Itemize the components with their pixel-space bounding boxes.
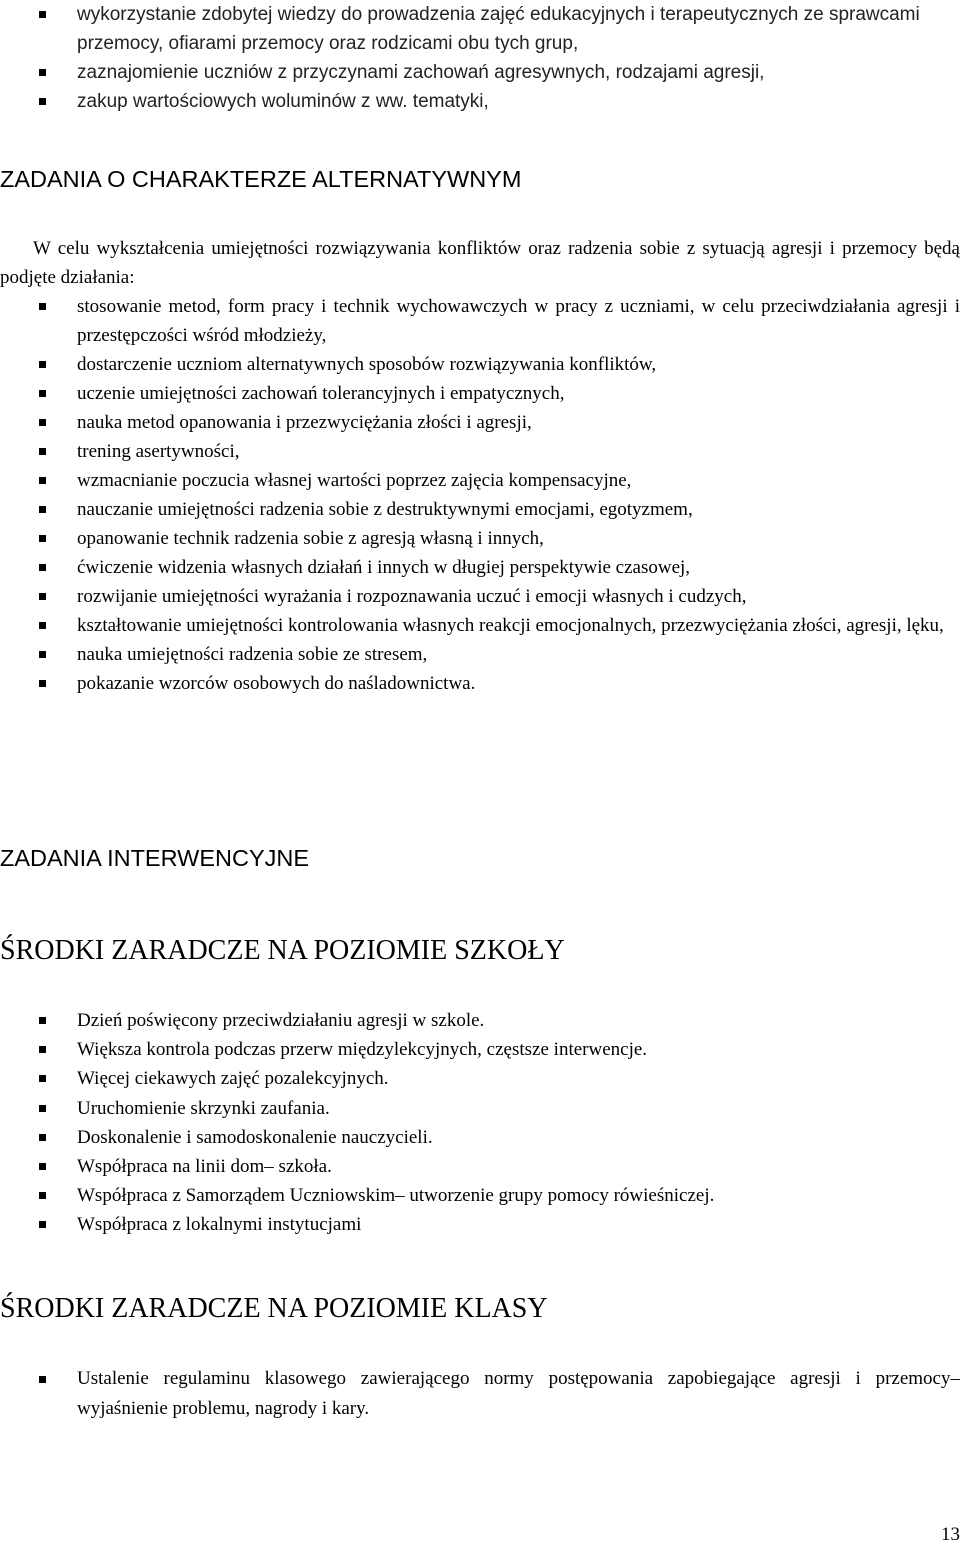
list-item-text: nauczanie umiejętności radzenia sobie z destruktywnymi emocjami, egotyzmem, xyxy=(77,499,693,520)
heading-intervention-tasks: ZADANIA INTERWENCYJNE xyxy=(0,845,310,871)
list-item-text: dostarczenie uczniom alternatywnych sposobów rozwiązywania konfliktów, xyxy=(77,354,657,375)
list-item xyxy=(0,1210,960,1239)
list-item-text: wykorzystanie zdobytej wiedzy do prowadzenia zajęć edukacyjnych i terapeutycznych ze sprawcami przemocy, ofiarami przemocy oraz rodzicami obu tych grup, xyxy=(77,4,920,54)
heading-alternative-tasks: ZADANIA O CHARAKTERZE ALTERNATYWNYM xyxy=(0,166,522,192)
list-item xyxy=(0,87,960,116)
list-item-text: kształtowanie umiejętności kontrolowania własnych reakcji emocjonalnych, przezwyciężania złości, agresji, lęku, xyxy=(77,615,944,636)
list-item-text: trening asertywności, xyxy=(77,441,240,462)
square-bullet-icon xyxy=(39,1221,46,1228)
list-item xyxy=(0,1364,960,1424)
square-bullet-icon xyxy=(39,564,46,571)
list-item xyxy=(0,1123,960,1152)
square-bullet-icon xyxy=(39,1163,46,1170)
square-bullet-icon xyxy=(39,622,46,629)
list-item-text: Współpraca na linii dom– szkoła. xyxy=(77,1156,332,1178)
square-bullet-icon xyxy=(39,419,46,426)
list-item xyxy=(0,1064,960,1093)
square-bullet-icon xyxy=(39,1376,46,1383)
list-item-text: stosowanie metod, form pracy i technik wychowawczych w pracy z uczniami, w celu przeciwdziałania agresji i przestępczości wśród młodzieży, xyxy=(77,296,960,346)
list-item-text: Współpraca z Samorządem Uczniowskim– utworzenie grupy pomocy rówieśniczej. xyxy=(77,1185,715,1207)
list-item xyxy=(0,379,960,408)
heading-class-measures: ŚRODKI ZARADCZE NA POZIOMIE KLASY xyxy=(0,1293,548,1324)
square-bullet-icon xyxy=(39,535,46,542)
alternative-tasks-list xyxy=(0,292,960,698)
list-item-text: zaznajomienie uczniów z przyczynami zachowań agresywnych, rodzajami agresji, xyxy=(77,62,765,83)
list-item-text: Uruchomienie skrzynki zaufania. xyxy=(77,1097,330,1119)
square-bullet-icon xyxy=(39,390,46,397)
square-bullet-icon xyxy=(39,477,46,484)
list-item xyxy=(0,292,960,350)
square-bullet-icon xyxy=(39,303,46,310)
list-item-text: Ustalenie regulaminu klasowego zawierającego normy postępowania zapobiegające agresji i przemocy– wyjaśnienie problemu, nagrody i kary. xyxy=(77,1368,960,1419)
square-bullet-icon xyxy=(39,69,46,76)
list-item-text: pokazanie wzorców osobowych do naśladownictwa. xyxy=(77,673,476,694)
square-bullet-icon xyxy=(39,11,46,18)
list-item-text: zakup wartościowych woluminów z ww. tematyki, xyxy=(77,91,489,112)
list-item xyxy=(0,553,960,582)
list-item xyxy=(0,524,960,553)
list-item xyxy=(0,0,960,58)
square-bullet-icon xyxy=(39,1046,46,1053)
square-bullet-icon xyxy=(39,1134,46,1141)
intro-paragraph: W celu wykształcenia umiejętności rozwiązywania konfliktów oraz radzenia sobie z sytuacją agresji i przemocy będą podjęte działania: xyxy=(0,238,960,288)
list-item xyxy=(0,611,960,640)
list-item xyxy=(0,1181,960,1210)
list-item xyxy=(0,640,960,669)
list-item-text: nauka umiejętności radzenia sobie ze stresem, xyxy=(77,644,428,665)
list-item xyxy=(0,1006,960,1035)
square-bullet-icon xyxy=(39,1017,46,1024)
list-item xyxy=(0,408,960,437)
heading-school-measures: ŚRODKI ZARADCZE NA POZIOMIE SZKOŁY xyxy=(0,935,565,966)
list-item-text: uczenie umiejętności zachowań tolerancyjnych i empatycznych, xyxy=(77,383,565,404)
square-bullet-icon xyxy=(39,1075,46,1082)
list-item-text: ćwiczenie widzenia własnych działań i innych w długiej perspektywie czasowej, xyxy=(77,557,691,578)
list-item-text: Dzień poświęcony przeciwdziałaniu agresji w szkole. xyxy=(77,1010,485,1031)
square-bullet-icon xyxy=(39,1105,46,1112)
list-item xyxy=(0,466,960,495)
list-item-text: Większa kontrola podczas przerw międzylekcyjnych, częstsze interwencje. xyxy=(77,1039,648,1061)
list-item xyxy=(0,582,960,611)
list-item-text: rozwijanie umiejętności wyrażania i rozpoznawania uczuć i emocji własnych i cudzych, xyxy=(77,586,747,607)
list-item xyxy=(0,669,960,698)
top-bullet-list xyxy=(0,0,960,116)
list-item xyxy=(0,1094,960,1123)
list-item-text: wzmacnianie poczucia własnej wartości poprzez zajęcia kompensacyjne, xyxy=(77,470,632,491)
square-bullet-icon xyxy=(39,361,46,368)
list-item-text: opanowanie technik radzenia sobie z agresją własną i innych, xyxy=(77,528,544,549)
school-measures-list xyxy=(0,1006,960,1240)
list-item xyxy=(0,1035,960,1064)
list-item xyxy=(0,1152,960,1181)
list-item xyxy=(0,495,960,524)
list-item xyxy=(0,350,960,379)
square-bullet-icon xyxy=(39,651,46,658)
list-item-text: Współpraca z lokalnymi instytucjami xyxy=(77,1214,362,1236)
list-item-text: Więcej ciekawych zajęć pozalekcyjnych. xyxy=(77,1068,389,1090)
square-bullet-icon xyxy=(39,680,46,687)
square-bullet-icon xyxy=(39,448,46,455)
list-item-text: Doskonalenie i samodoskonalenie nauczycieli. xyxy=(77,1126,433,1148)
list-item xyxy=(0,58,960,87)
list-item-text: nauka metod opanowania i przezwyciężania złości i agresji, xyxy=(77,412,532,433)
square-bullet-icon xyxy=(39,506,46,513)
square-bullet-icon xyxy=(39,98,46,105)
page-number: 13 xyxy=(941,1524,960,1545)
square-bullet-icon xyxy=(39,1192,46,1199)
list-item xyxy=(0,437,960,466)
square-bullet-icon xyxy=(39,593,46,600)
class-measures-list xyxy=(0,1364,960,1424)
